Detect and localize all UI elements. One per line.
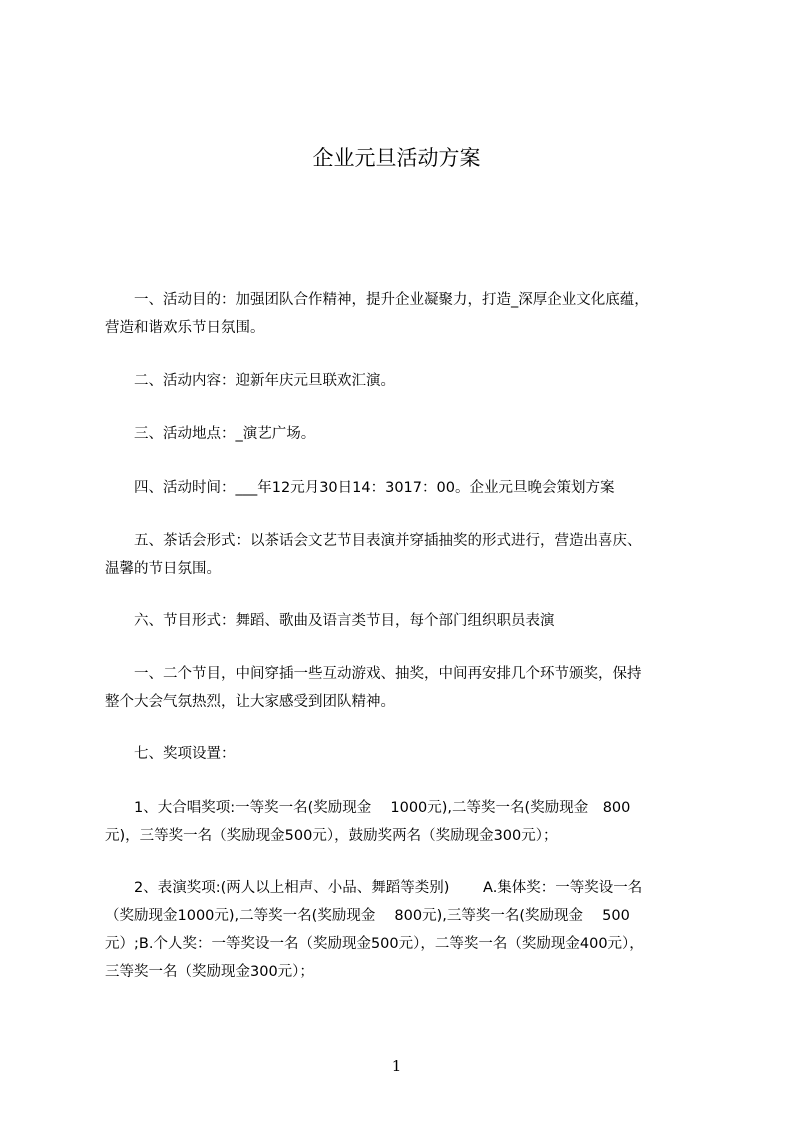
text-line: 三等奖一名（奖励现金300元）； [105,964,314,980]
text-line: 七、奖项设置： [105,746,236,762]
paragraph-awards-heading [105,740,705,768]
text-line: 四、活动时间：___年12元月30日14：3017：00。企业元旦晚会策划方案 [105,480,615,496]
paragraph-program-detail [105,660,705,716]
paragraph-purpose [105,286,705,342]
paragraph-content [105,367,705,395]
page-number: 1 [391,1057,402,1075]
text-line: 一、活动目的：加强团队合作精神，提升企业凝聚力，打造_深厚企业文化底蕴， [105,292,649,308]
text-line: 2、表演奖项:(两人以上相声、小品、舞蹈等类别) A.集体奖：一等奖设一名 [105,880,643,896]
page-title: 企业元旦活动方案 [312,146,481,170]
paragraph-program-form [105,607,705,635]
text-line: 温馨的节日氛围。 [105,561,221,577]
text-line: 1、大合唱奖项:一等奖一名(奖励现金 1000元),二等奖一名(奖励现金 800 [105,800,631,816]
text-line: 营造和谐欢乐节日氛围。 [105,320,265,336]
text-line: 整个大会气氛热烈，让大家感受到团队精神。 [105,694,395,710]
paragraph-award-chorus [105,794,705,850]
text-line: 六、节目形式：舞蹈、歌曲及语言类节目，每个部门组织职员表演 [105,613,555,629]
text-line: 五、茶话会形式：以茶话会文艺节目表演并穿插抽奖的形式进行，营造出喜庆、 [105,533,642,549]
paragraph-tea-party [105,527,705,583]
text-line: （奖励现金1000元),二等奖一名(奖励现金 800元),三等奖一名(奖励现金 500 [105,908,630,924]
paragraph-award-performance [105,874,705,986]
text-line: 元）;B.个人奖：一等奖设一名（奖励现金500元），二等奖一名（奖励现金400元）， [105,936,644,952]
text-line: 一、二个节目，中间穿插一些互动游戏、抽奖，中间再安排几个环节颁奖，保持 [105,666,642,682]
text-line: 元)，三等奖一名（奖励现金500元），鼓励奖两名（奖励现金300元）； [105,828,558,844]
paragraph-time [105,474,705,502]
text-line: 三、活动地点：_演艺广场。 [105,426,316,442]
text-line: 二、活动内容：迎新年庆元旦联欢汇演。 [105,373,395,389]
paragraph-location [105,420,705,448]
